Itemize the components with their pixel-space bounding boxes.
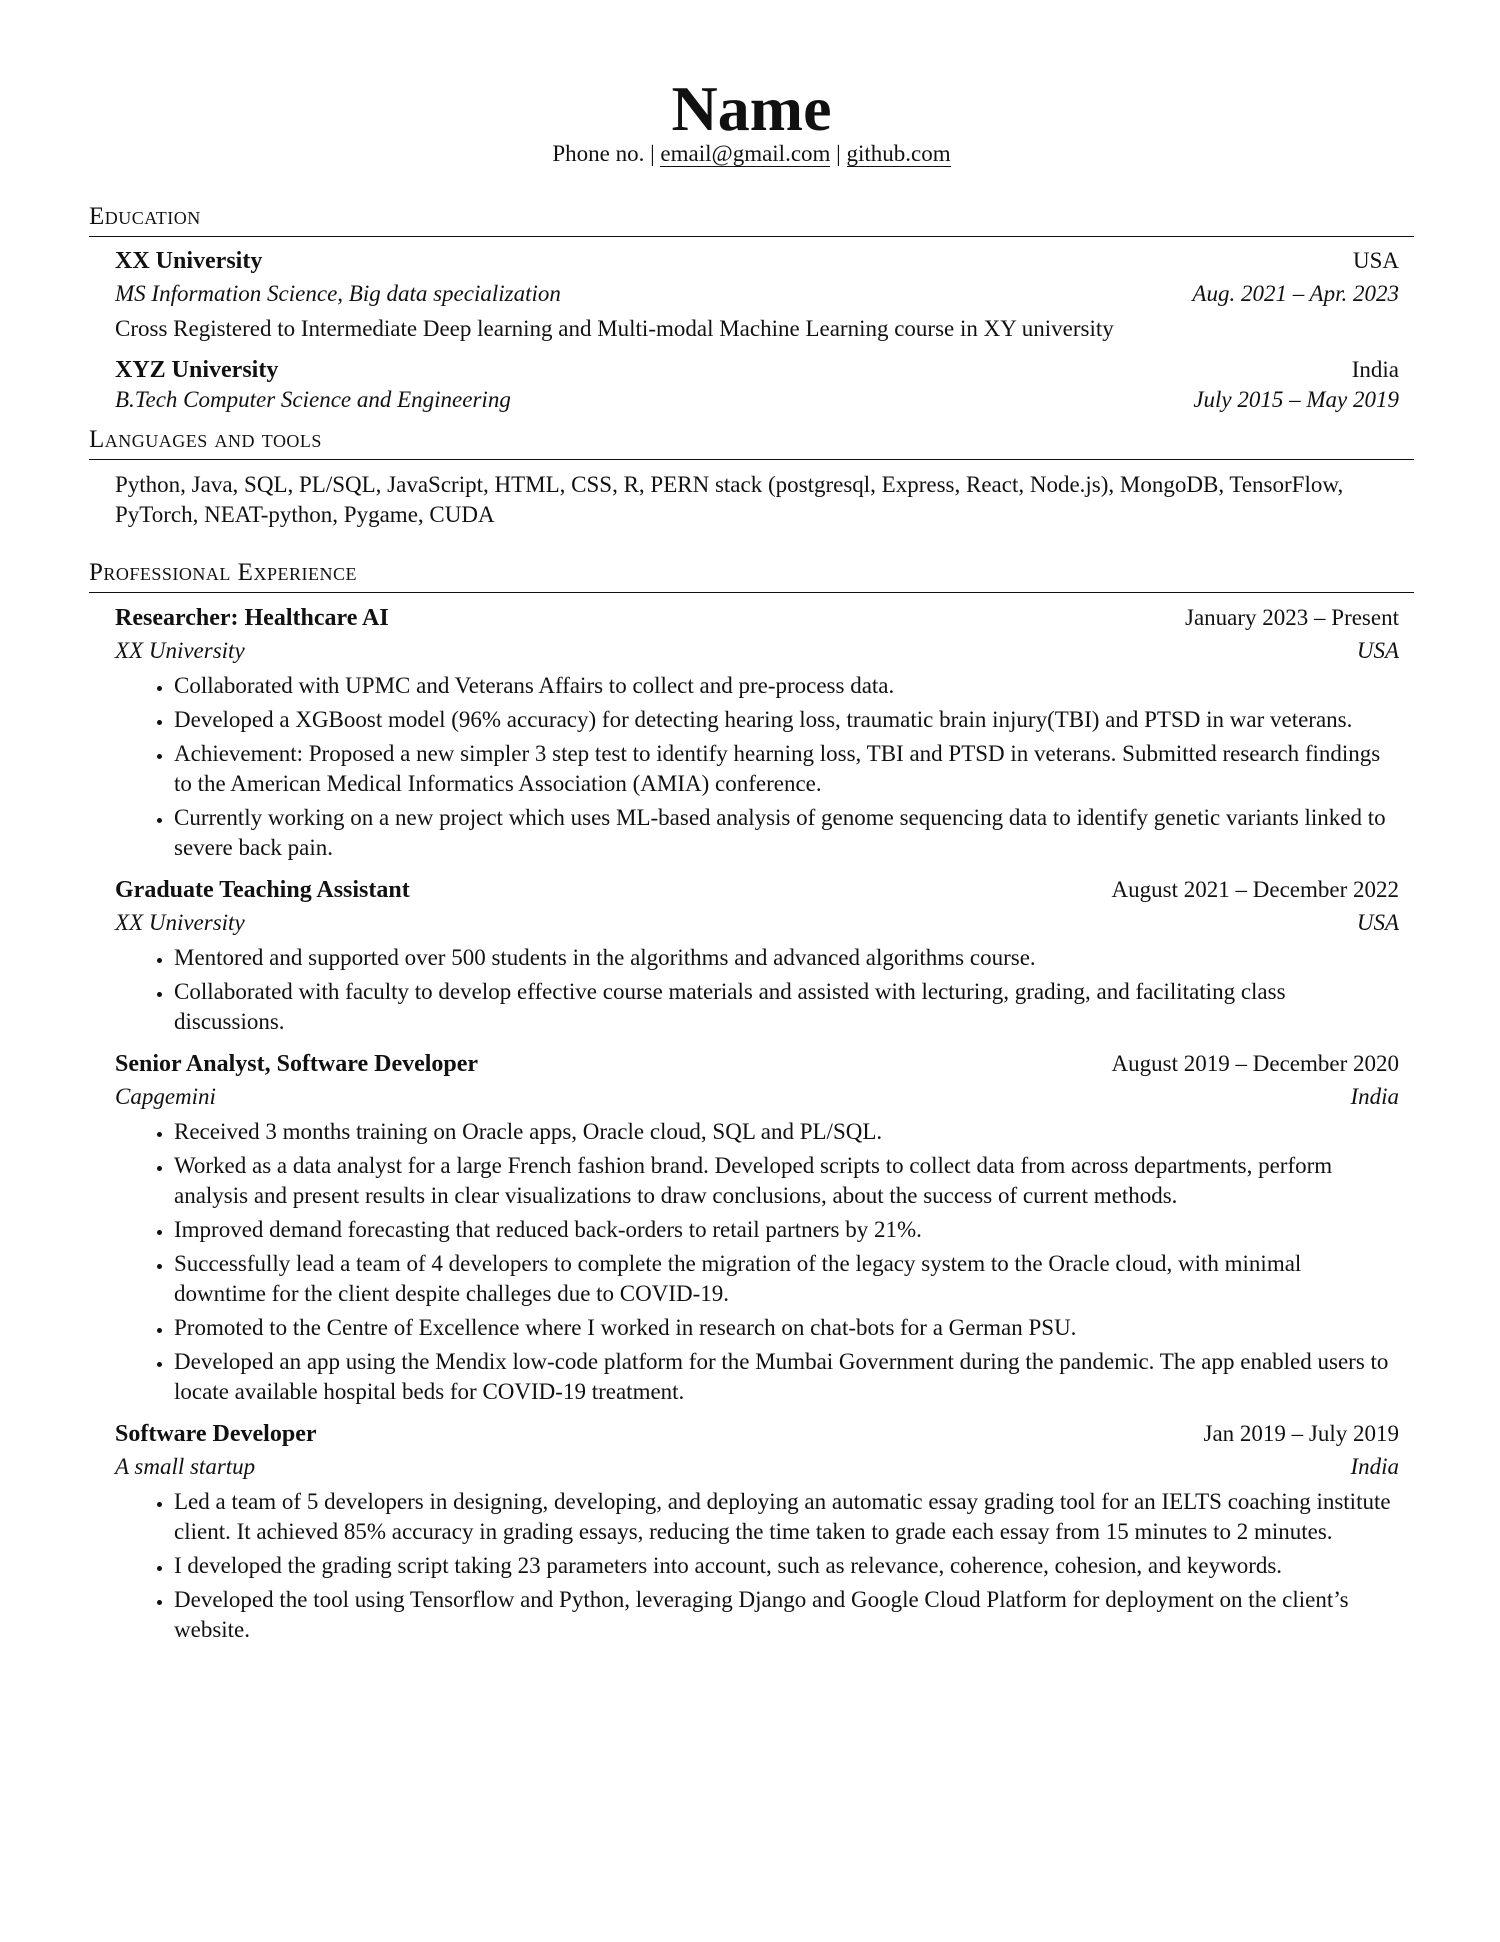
job-org: XX University	[115, 638, 245, 663]
location: India	[1351, 357, 1399, 382]
dates: July 2015 – May 2019	[1193, 387, 1399, 412]
job-bullets	[115, 1487, 1399, 1645]
section-heading-experience: Professional Experience	[89, 558, 1414, 593]
languages-text: Python, Java, SQL, PL/SQL, JavaScript, HTML, CSS, R, PERN stack (postgresql, Express, React, Node.js), MongoDB, TensorFlow, PyTorch, NEAT-python, Pygame, CUDA	[115, 472, 1344, 527]
degree: MS Information Science, Big data specialization	[115, 281, 561, 306]
job-org: Capgemini	[115, 1084, 216, 1109]
job-bullets	[115, 671, 1399, 863]
job-bullets	[115, 943, 1399, 1037]
bullet-item: • I developed the grading script taking 23 parameters into account, such as relevance, coherence, cohesion, and keywords.	[174, 1551, 1399, 1581]
job-dates: August 2019 – December 2020	[1111, 1051, 1399, 1076]
bullet-item: • Promoted to the Centre of Excellence where I worked in research on chat-bots for a German PSU.	[174, 1313, 1399, 1343]
job-title: Graduate Teaching Assistant	[115, 877, 410, 903]
job-org: A small startup	[115, 1454, 256, 1479]
bullet-item: • Worked as a data analyst for a large French fashion brand. Developed scripts to collect data from across departments, perform analysis and present results in clear visualizations to draw conclusions, about the success of current methods.	[174, 1151, 1399, 1211]
section-heading-education: Education	[89, 202, 1414, 237]
job-entry	[89, 1419, 1414, 1645]
bullet-item: • Mentored and supported over 500 students in the algorithms and advanced algorithms course.	[174, 943, 1399, 973]
job-title: Senior Analyst, Software Developer	[115, 1051, 479, 1077]
contact-line	[89, 139, 1414, 169]
separator: |	[650, 141, 655, 166]
bullet-item: • Achievement: Proposed a new simpler 3 step test to identify hearning loss, TBI and PTSD in veterans. Submitted research findings to the American Medical Informatics Association (AMIA) conference.	[174, 739, 1399, 799]
github-link[interactable]: github.com	[846, 141, 951, 166]
job-location: USA	[1356, 638, 1399, 663]
job-title: Researcher: Healthcare AI	[115, 605, 389, 631]
bullet-item: • Developed a XGBoost model (96% accuracy) for detecting hearing loss, traumatic brain injury(TBI) and PTSD in war veterans.	[174, 705, 1399, 735]
job-dates: August 2021 – December 2022	[1111, 877, 1399, 902]
bullet-item: • Collaborated with faculty to develop effective course materials and assisted with lecturing, grading, and facilitating class discussions.	[174, 977, 1399, 1037]
job-entry	[89, 1049, 1414, 1407]
bullet-item: • Currently working on a new project which uses ML-based analysis of genome sequencing data to identify genetic variants linked to severe back pain.	[174, 803, 1399, 863]
job-bullets	[115, 1117, 1399, 1407]
job-location: India	[1350, 1084, 1399, 1109]
job-entry	[89, 603, 1414, 863]
separator: |	[836, 141, 841, 166]
email-link[interactable]: email@gmail.com	[660, 141, 831, 166]
job-dates: January 2023 – Present	[1185, 605, 1399, 630]
job-entry	[89, 875, 1414, 1037]
degree: B.Tech Computer Science and Engineering	[115, 387, 511, 412]
education-entry	[89, 246, 1414, 344]
bullet-item: • Developed the tool using Tensorflow and Python, leveraging Django and Google Cloud Platform for deployment on the client’s website.	[174, 1585, 1399, 1645]
education-entry	[89, 355, 1414, 415]
bullet-item: • Collaborated with UPMC and Veterans Affairs to collect and pre-process data.	[174, 671, 1399, 701]
job-org: XX University	[115, 910, 245, 935]
section-heading-languages: Languages and tools	[89, 425, 1414, 460]
bullet-item: • Developed an app using the Mendix low-code platform for the Mumbai Government during the pandemic. The app enabled users to locate available hospital beds for COVID-19 treatment.	[174, 1347, 1399, 1407]
job-location: India	[1350, 1454, 1399, 1479]
bullet-item: • Successfully lead a team of 4 developers to complete the migration of the legacy system to the Oracle cloud, with minimal downtime for the client despite challeges due to COVID-19.	[174, 1249, 1399, 1309]
phone: Phone no.	[552, 141, 645, 166]
jobs-list	[89, 603, 1414, 1645]
school-name: XX University	[115, 248, 263, 274]
bullet-item: • Received 3 months training on Oracle apps, Oracle cloud, SQL and PL/SQL.	[174, 1117, 1399, 1147]
resume-page	[89, 0, 1414, 1649]
school-name: XYZ University	[115, 357, 279, 383]
location: USA	[1352, 248, 1399, 273]
bullet-item: • Improved demand forecasting that reduced back-orders to retail partners by 21%.	[174, 1215, 1399, 1245]
job-dates: Jan 2019 – July 2019	[1203, 1421, 1399, 1446]
job-location: USA	[1356, 910, 1399, 935]
dates: Aug. 2021 – Apr. 2023	[1192, 281, 1399, 306]
candidate-name: Name	[671, 73, 832, 144]
education-note: Cross Registered to Intermediate Deep learning and Multi-modal Machine Learning course in XY university	[115, 316, 1114, 341]
bullet-item: • Led a team of 5 developers in designing, developing, and deploying an automatic essay grading tool for an IELTS coaching institute client. It achieved 85% accuracy in grading essays, reducing the time taken to grade each essay from 15 minutes to 2 minutes.	[174, 1487, 1399, 1547]
job-title: Software Developer	[115, 1421, 317, 1447]
